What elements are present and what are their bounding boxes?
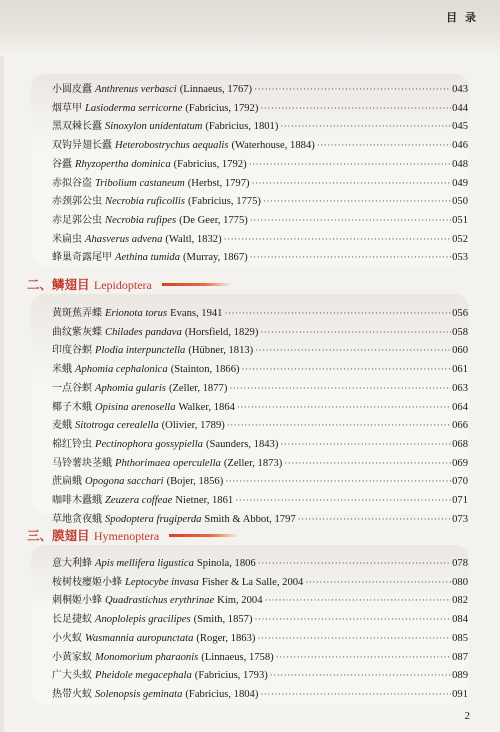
entry-page-number: 089 <box>452 670 468 682</box>
entry-page-number: 056 <box>452 308 468 319</box>
entry-author: Smith & Abbot, 1797 <box>204 513 296 525</box>
entry-scientific-name: Monomorium pharaonis <box>95 651 199 663</box>
toc-entry[interactable] <box>52 155 468 173</box>
entry-scientific-name: Anoplolepis gracilipes <box>95 614 191 626</box>
entry-scientific-name: Aethina tumida <box>115 252 181 264</box>
entry-author: (Bojer, 1856) <box>166 476 224 488</box>
entry-scientific-name: Pectinophora gossypiella <box>95 438 203 450</box>
entry-page-number: 078 <box>452 558 468 569</box>
entry-page-number: 049 <box>452 177 468 189</box>
entry-author: (Olivier, 1789) <box>161 420 225 432</box>
entry-page-number: 063 <box>452 382 468 394</box>
entry-scientific-name: Wasmannia auropunctata <box>85 632 194 644</box>
entry-author: (Roger, 1863) <box>196 632 256 644</box>
entry-author: (Fabricius, 1793) <box>194 670 268 682</box>
entry-leader-dots <box>257 633 451 643</box>
entry-author: (Murray, 1867) <box>183 252 248 264</box>
toc-entry[interactable] <box>52 248 468 266</box>
entry-author: Kim, 2004 <box>217 595 263 607</box>
entry-author: Fisher & La Salle, 2004 <box>201 576 304 588</box>
entry-common-name: 印度谷螟 <box>52 345 92 357</box>
entry-leader-dots <box>255 345 451 355</box>
entry-common-name: 小圆皮蠹 <box>52 84 92 95</box>
running-header: 目 录 <box>446 11 478 24</box>
entry-author: (Linnaeus, 1758) <box>201 651 274 663</box>
section-accent-bar <box>169 534 239 537</box>
entry-page-number: 050 <box>452 196 468 208</box>
entry-common-name: 蜂巢奇露尾甲 <box>52 252 112 264</box>
entry-leader-dots <box>317 140 451 150</box>
toc-entry[interactable] <box>52 416 468 434</box>
entry-page-number: 087 <box>452 651 468 663</box>
entry-scientific-name: Zeuzera coffeae <box>105 495 173 506</box>
toc-entry[interactable] <box>52 398 468 416</box>
entry-author: (Smith, 1857) <box>193 614 253 626</box>
entry-page-number: 046 <box>452 140 468 152</box>
entry-author: (Hübner, 1813) <box>188 345 254 357</box>
entry-scientific-name: Opisina arenosella <box>95 401 176 413</box>
entry-author: (Linnaeus, 1767) <box>179 84 253 95</box>
entry-leader-dots <box>305 577 451 587</box>
entry-page-number: 080 <box>452 576 468 588</box>
toc-entry[interactable] <box>52 573 468 591</box>
toc-entry[interactable] <box>52 230 468 248</box>
entry-author: (Zeller, 1873) <box>223 457 283 469</box>
entry-common-name: 桉树枝瘿姬小蜂 <box>52 576 122 588</box>
entry-common-name: 蔗扁蛾 <box>52 476 82 488</box>
entry-common-name: 咖啡木蠹蛾 <box>52 495 102 506</box>
toc-entry[interactable] <box>52 174 468 192</box>
entry-common-name: 麦蛾 <box>52 420 72 432</box>
entry-leader-dots <box>255 614 452 624</box>
entry-author: (Saunders, 1843) <box>205 438 279 450</box>
entry-author: Evans, 1941 <box>170 308 223 319</box>
entry-common-name: 赤颈郭公虫 <box>52 196 102 208</box>
entry-scientific-name: Pheidole megacephala <box>95 670 192 682</box>
entry-leader-dots <box>276 652 451 662</box>
entry-page-number: 064 <box>452 401 468 413</box>
entry-page-number: 082 <box>452 595 468 607</box>
section-title-cn: 二、鳞翅目 <box>27 277 90 292</box>
entry-page-number: 043 <box>452 84 468 95</box>
entry-leader-dots <box>260 103 451 113</box>
entry-author: (Fabricius, 1801) <box>205 121 279 133</box>
entry-scientific-name: Tribolium castaneum <box>95 177 185 189</box>
entry-leader-dots <box>260 327 451 337</box>
entry-common-name: 黄斑蕉弄蝶 <box>52 308 102 319</box>
toc-entry[interactable] <box>52 666 468 684</box>
toc-entry[interactable] <box>52 510 468 528</box>
toc-entry[interactable] <box>52 360 468 378</box>
toc-entry[interactable] <box>52 591 468 609</box>
entry-leader-dots <box>270 670 451 680</box>
entry-common-name: 棉红铃虫 <box>52 438 92 450</box>
entry-common-name: 谷蠹 <box>52 158 72 170</box>
toc-entry[interactable] <box>52 685 468 703</box>
entry-scientific-name: Quadrastichus erythrinae <box>105 595 215 607</box>
entry-page-number: 053 <box>452 252 468 264</box>
entry-common-name: 热带火蚁 <box>52 688 92 700</box>
entry-page-number: 071 <box>452 495 468 506</box>
entry-common-name: 米蛾 <box>52 364 72 376</box>
toc-entry[interactable] <box>52 117 468 135</box>
entry-author: Walker, 1864 <box>178 401 235 413</box>
entry-author: Nietner, 1861 <box>175 495 234 506</box>
entry-author: (Fabricius, 1792) <box>173 158 247 170</box>
entry-page-number: 085 <box>452 632 468 644</box>
toc-entry[interactable] <box>52 192 468 210</box>
section-title <box>27 526 159 544</box>
entry-common-name: 一点谷螟 <box>52 382 92 394</box>
entry-scientific-name: Aphomia gularis <box>95 382 166 394</box>
section-accent-bar <box>162 283 232 286</box>
entry-scientific-name: Lasioderma serricorne <box>85 102 183 114</box>
entry-common-name: 米扁虫 <box>52 233 82 245</box>
entry-page-number: 084 <box>452 614 468 626</box>
entry-scientific-name: Leptocybe invasa <box>125 576 199 588</box>
entry-common-name: 赤足郭公虫 <box>52 214 102 226</box>
page-number: 2 <box>464 710 470 722</box>
entry-common-name: 小黄家蚁 <box>52 651 92 663</box>
entry-page-number: 073 <box>452 513 468 525</box>
entry-leader-dots <box>254 84 451 94</box>
section-title-en: Hymenoptera <box>93 529 160 543</box>
entry-scientific-name: Solenopsis geminata <box>95 688 183 700</box>
entry-scientific-name: Apis mellifera ligustica <box>95 558 194 569</box>
entry-scientific-name: Plodia interpunctella <box>95 345 186 357</box>
entry-author: (Zeller, 1877) <box>168 382 228 394</box>
entry-leader-dots <box>250 215 451 225</box>
entry-page-number: 068 <box>452 438 468 450</box>
entry-page-number: 052 <box>452 233 468 245</box>
toc-entry[interactable] <box>52 435 468 453</box>
entry-leader-dots <box>224 308 451 318</box>
toc-entry[interactable] <box>52 211 468 229</box>
entry-scientific-name: Anthrenus verbasci <box>95 84 177 95</box>
entry-scientific-name: Phthorimaea operculella <box>115 457 221 469</box>
section-title-en: Lepidoptera <box>93 278 152 292</box>
entry-scientific-name: Ahasverus advena <box>85 233 163 245</box>
entry-leader-dots <box>229 383 451 393</box>
entry-leader-dots <box>237 402 451 412</box>
entry-page-number: 058 <box>452 326 468 338</box>
entry-author: (Waltl, 1832) <box>165 233 222 245</box>
entry-common-name: 意大利蜂 <box>52 558 92 569</box>
entry-leader-dots <box>250 252 451 262</box>
entry-scientific-name: Spodoptera frugiperda <box>105 513 202 525</box>
entry-common-name: 曲纹紫灰蝶 <box>52 326 102 338</box>
entry-leader-dots <box>265 595 452 605</box>
entry-leader-dots <box>252 178 452 188</box>
section-heading-lepidoptera <box>27 272 232 296</box>
entry-page-number: 060 <box>452 345 468 357</box>
entry-scientific-name: Erionota torus <box>105 308 168 319</box>
entry-leader-dots <box>225 476 451 486</box>
toc-entry[interactable] <box>52 341 468 359</box>
entry-page-number: 045 <box>452 121 468 133</box>
entry-page-number: 061 <box>452 364 468 376</box>
entry-author: Spinola, 1806 <box>196 558 256 569</box>
toc-entry[interactable] <box>52 472 468 490</box>
toc-entry[interactable] <box>52 99 468 117</box>
entry-common-name: 刺桐姬小蜂 <box>52 595 102 607</box>
entry-page-number: 070 <box>452 476 468 488</box>
entry-leader-dots <box>280 439 451 449</box>
entry-author: (Horsfield, 1829) <box>184 326 259 338</box>
entry-page-number: 091 <box>452 688 468 700</box>
entry-leader-dots <box>260 689 451 699</box>
entry-author: (Waterhouse, 1884) <box>231 140 315 152</box>
entry-scientific-name: Heterobostrychus aequalis <box>115 140 229 152</box>
entry-leader-dots <box>227 420 451 430</box>
toc-entry[interactable] <box>52 629 468 647</box>
entry-page-number: 066 <box>452 420 468 432</box>
entry-common-name: 双钩异翅长蠹 <box>52 140 112 152</box>
toc-entry[interactable] <box>52 554 468 572</box>
toc-entry[interactable] <box>52 136 468 154</box>
entry-common-name: 广大头蚁 <box>52 670 92 682</box>
entry-page-number: 048 <box>452 158 468 170</box>
entry-author: (Stainton, 1866) <box>170 364 240 376</box>
entry-author: (De Geer, 1775) <box>179 214 248 226</box>
entry-scientific-name: Opogona sacchari <box>85 476 164 488</box>
entry-leader-dots <box>242 364 452 374</box>
entry-common-name: 赤拟谷盗 <box>52 177 92 189</box>
entry-leader-dots <box>263 196 451 206</box>
toc-entry[interactable] <box>52 648 468 666</box>
top-band <box>0 0 500 56</box>
entry-leader-dots <box>280 121 451 131</box>
entry-scientific-name: Aphomia cephalonica <box>75 364 168 376</box>
toc-entry[interactable] <box>52 491 468 509</box>
entry-scientific-name: Necrobia ruficollis <box>105 196 185 208</box>
entry-common-name: 烟草甲 <box>52 102 82 114</box>
toc-entry[interactable] <box>52 379 468 397</box>
section-title <box>27 275 152 293</box>
entry-scientific-name: Chilades pandava <box>105 326 182 338</box>
entry-author: (Fabricius, 1775) <box>187 196 261 208</box>
section-title-cn: 三、膜翅目 <box>27 528 90 543</box>
entry-author: (Fabricius, 1804) <box>185 688 259 700</box>
entry-scientific-name: Sitotroga cerealella <box>75 420 159 432</box>
entry-common-name: 长足捷蚁 <box>52 614 92 626</box>
toc-entry[interactable] <box>52 454 468 472</box>
entry-scientific-name: Rhyzopertha dominica <box>75 158 171 170</box>
entry-leader-dots <box>235 495 451 505</box>
entry-scientific-name: Necrobia rufipes <box>105 214 177 226</box>
entry-leader-dots <box>284 458 451 468</box>
entry-page-number: 069 <box>452 457 468 469</box>
toc-entry[interactable] <box>52 304 468 322</box>
entry-scientific-name: Sinoxylon unidentatum <box>105 121 203 133</box>
toc-entry[interactable] <box>52 610 468 628</box>
entry-leader-dots <box>249 159 452 169</box>
entry-leader-dots <box>258 558 451 568</box>
entry-common-name: 黑双棘长蠹 <box>52 121 102 133</box>
entry-common-name: 小火蚁 <box>52 632 82 644</box>
entry-common-name: 草地贪夜蛾 <box>52 513 102 525</box>
entry-leader-dots <box>224 234 452 244</box>
toc-entry[interactable] <box>52 80 468 98</box>
entry-common-name: 椰子木蛾 <box>52 401 92 413</box>
toc-entry[interactable] <box>52 323 468 341</box>
entry-page-number: 051 <box>452 214 468 226</box>
entry-author: (Herbst, 1797) <box>187 177 250 189</box>
entry-page-number: 044 <box>452 102 468 114</box>
entry-author: (Fabricius, 1792) <box>185 102 259 114</box>
entry-leader-dots <box>298 514 451 524</box>
entry-common-name: 马铃薯块茎蛾 <box>52 457 112 469</box>
